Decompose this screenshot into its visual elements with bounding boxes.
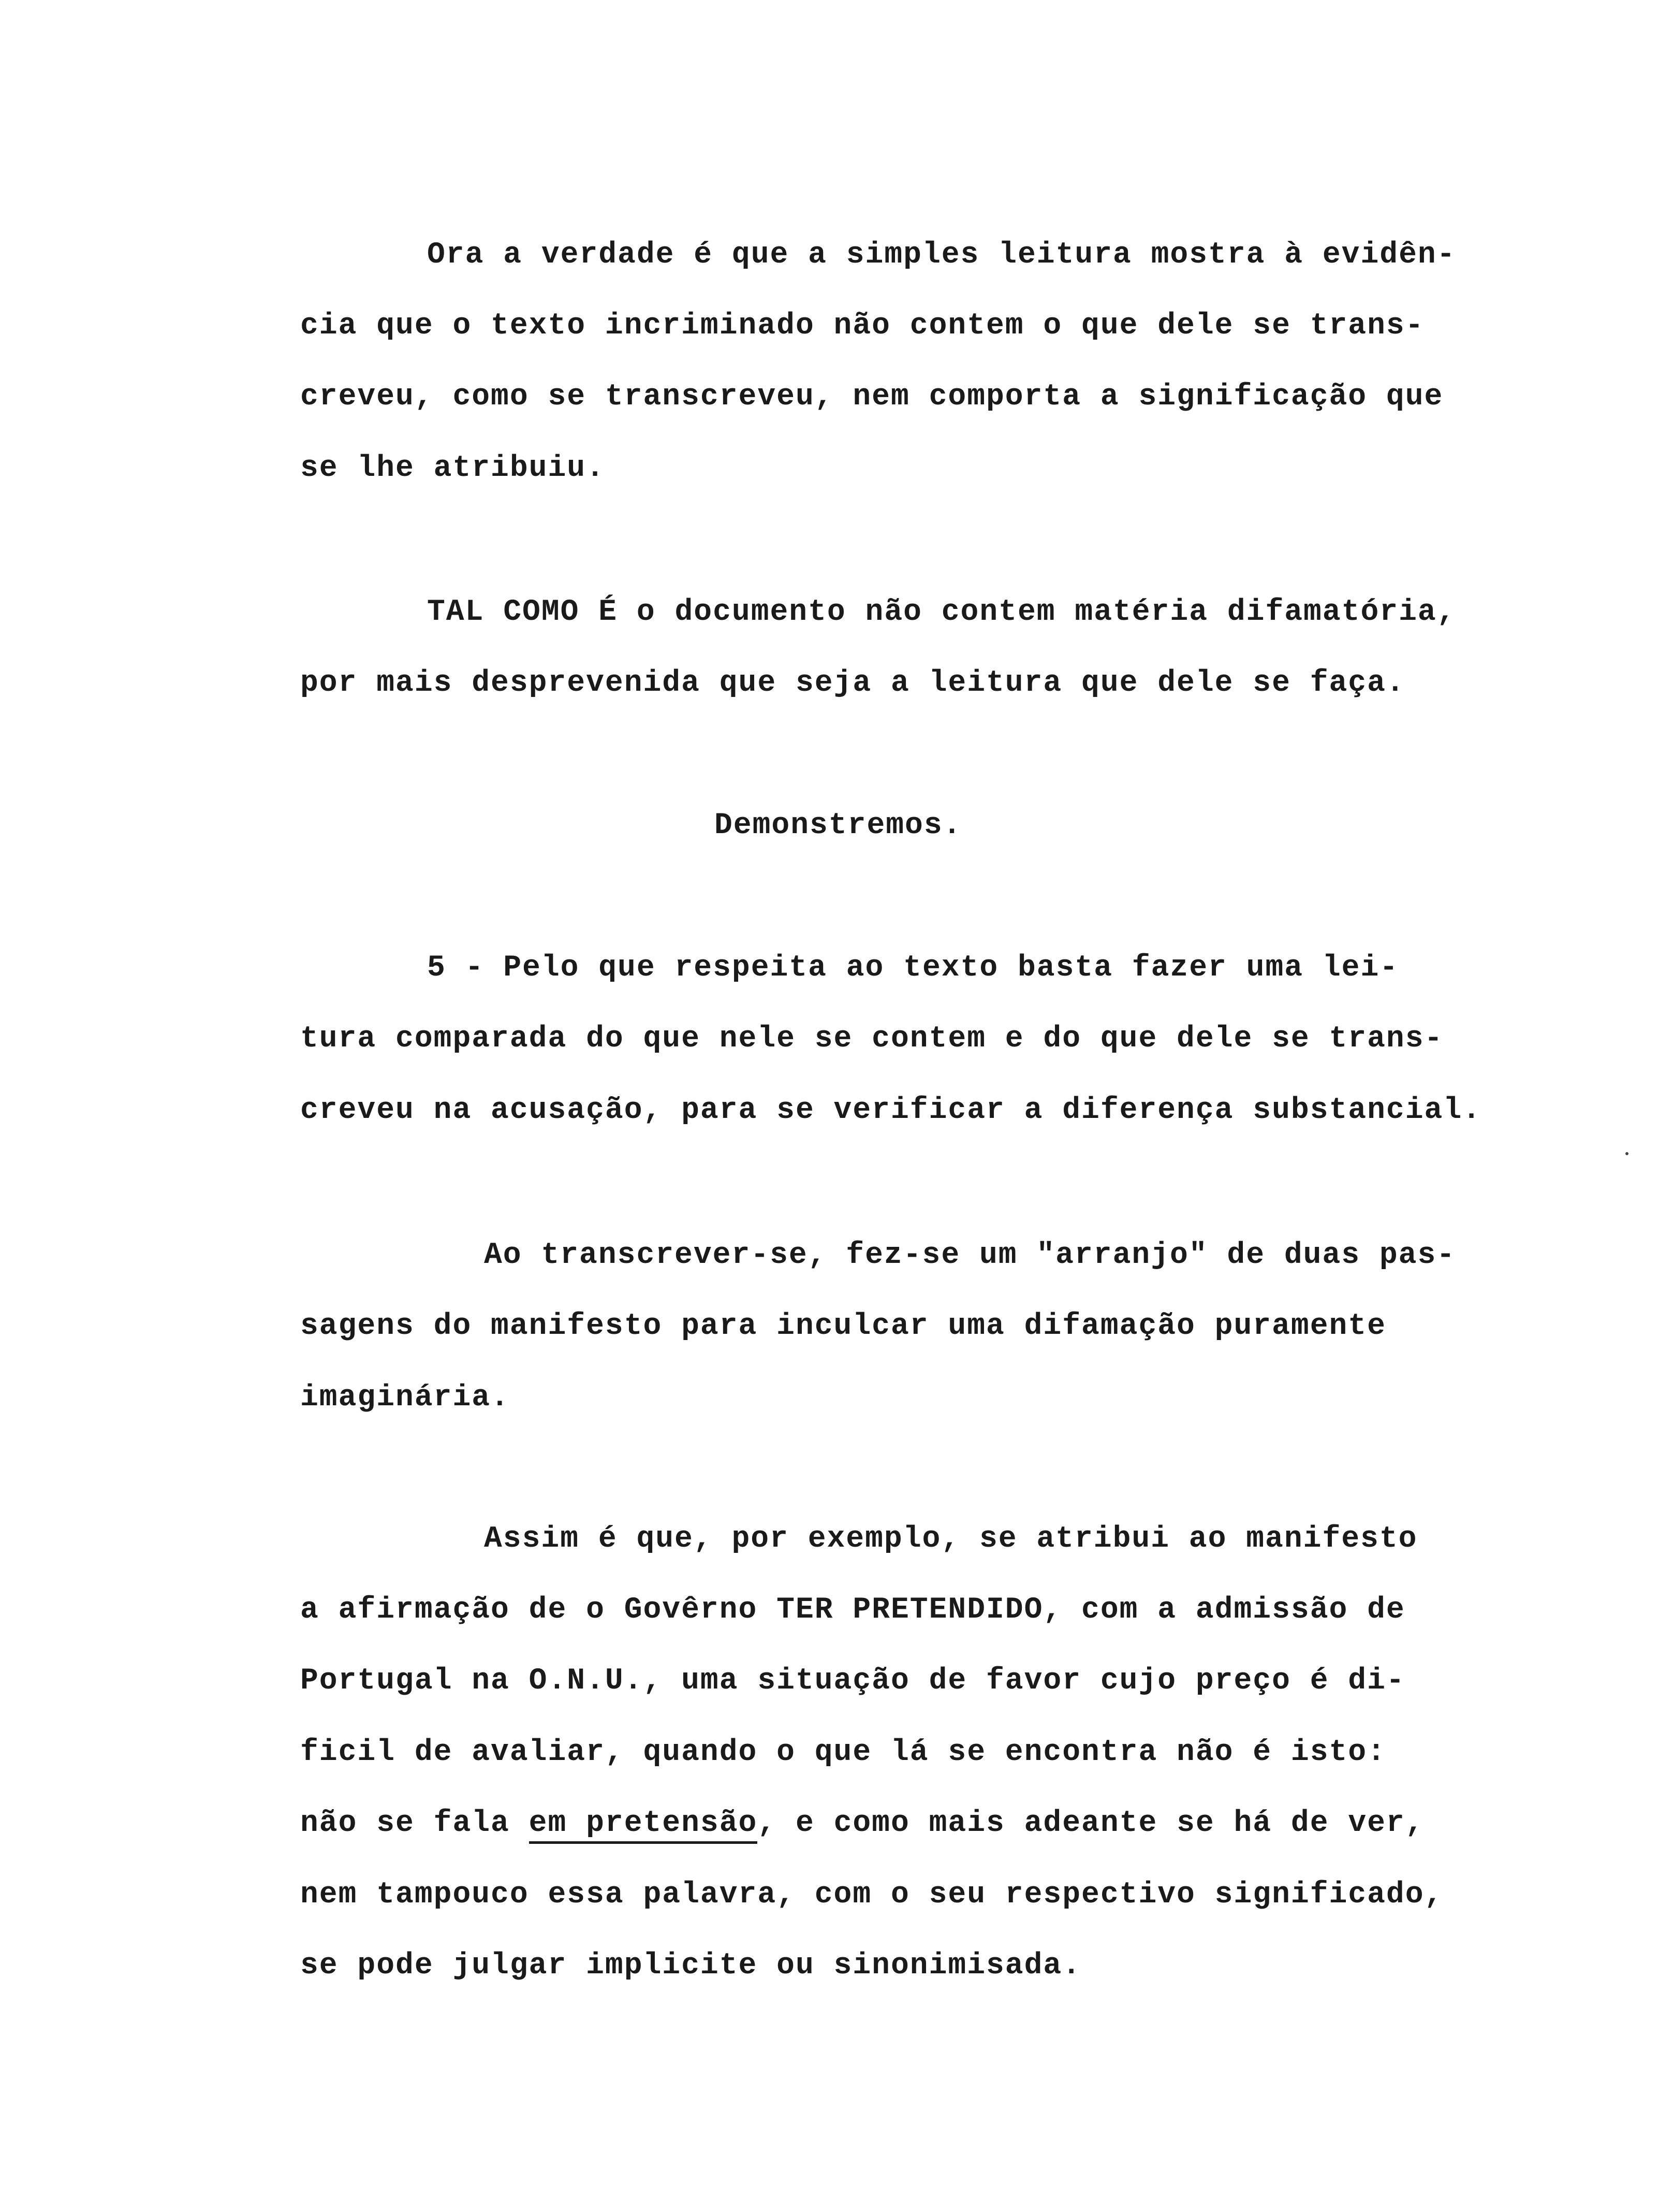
paragraph-1-line-1: Ora a verdade é que a simples leitura mostra à evidên- [427,238,1456,272]
paragraph-4-line-2: tura comparada do que nele se contem e do que dele se trans- [300,1022,1444,1056]
paragraph-1-line-3: creveu, como se transcreveu, nem comporta a significação que [300,380,1444,414]
paragraph-6-line-5 [300,1806,1425,1842]
paragraph-2-line-2: por mais desprevenida que seja a leitura que dele se faça. [300,666,1405,700]
paragraph-5-line-1: Ao transcrever-se, fez-se um "arranjo" de duas pas- [484,1239,1456,1272]
paragraph-5-line-2: sagens do manifesto para inculcar uma difamação puramente [300,1309,1386,1343]
paragraph-4-line-3: creveu na acusação, para se verificar a diferença substancial. [300,1094,1481,1127]
paragraph-6-line-2: a afirmação de o Govêrno TER PRETENDIDO, com a admissão de [300,1593,1405,1627]
paragraph-6-line-3: Portugal na O.N.U., uma situação de favor cujo preço é di- [300,1664,1405,1698]
paragraph-6-line-5-after: , e como mais adeante se há de ver, [757,1807,1425,1840]
paragraph-6-line-1: Assim é que, por exemplo, se atribui ao manifesto [484,1522,1418,1556]
paragraph-3-heading: Demonstremos. [714,809,962,842]
paragraph-6-line-4: ficil de avaliar, quando o que lá se encontra não é isto: [300,1736,1386,1769]
paragraph-4-line-1: 5 - Pelo que respeita ao texto basta fazer uma lei- [427,951,1399,985]
underlined-phrase: em pretensão [529,1807,758,1844]
scan-speck [1625,1152,1628,1155]
paragraph-1-line-4: se lhe atribuiu. [300,452,605,485]
paragraph-2-line-1: TAL COMO É o documento não contem matéria difamatória, [427,595,1456,629]
paragraph-6-line-7: se pode julgar implicite ou sinonimisada. [300,1949,1082,1983]
paragraph-1-line-2: cia que o texto incriminado não contem o que dele se trans- [300,309,1425,343]
paragraph-5-line-3: imaginária. [300,1381,510,1415]
paragraph-6-line-5-before: não se fala [300,1807,529,1840]
paragraph-6-line-6: nem tampouco essa palavra, com o seu respectivo significado, [300,1878,1444,1912]
